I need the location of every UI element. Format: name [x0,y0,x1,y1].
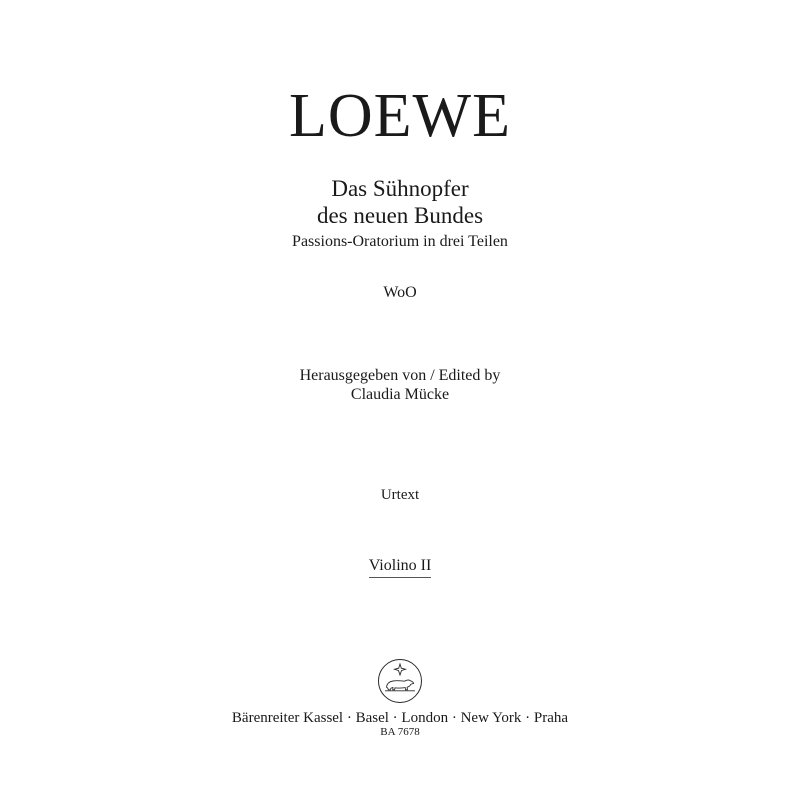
editor-name: Claudia Mücke [350,386,450,403]
work-subtitle: Passions-Oratorium in drei Teilen [292,233,508,250]
catalog-number: WoO [383,284,417,301]
baerenreiter-bear-logo-icon [377,658,423,704]
work-title-line-1: Das Sühnopfer [331,176,469,201]
edition-type: Urtext [380,487,420,503]
work-title-line-2: des neuen Bundes [316,203,484,228]
edition-number: BA 7678 [380,726,420,738]
composer-name: LOEWE [289,82,511,150]
instrument-part [0,556,800,578]
publisher-line: Bärenreiter Kassel · Basel · London · New York · Praha [231,710,569,726]
edited-by-label: Herausgegeben von / Edited by [299,367,501,384]
instrument-part-label: Violino II [369,556,432,578]
